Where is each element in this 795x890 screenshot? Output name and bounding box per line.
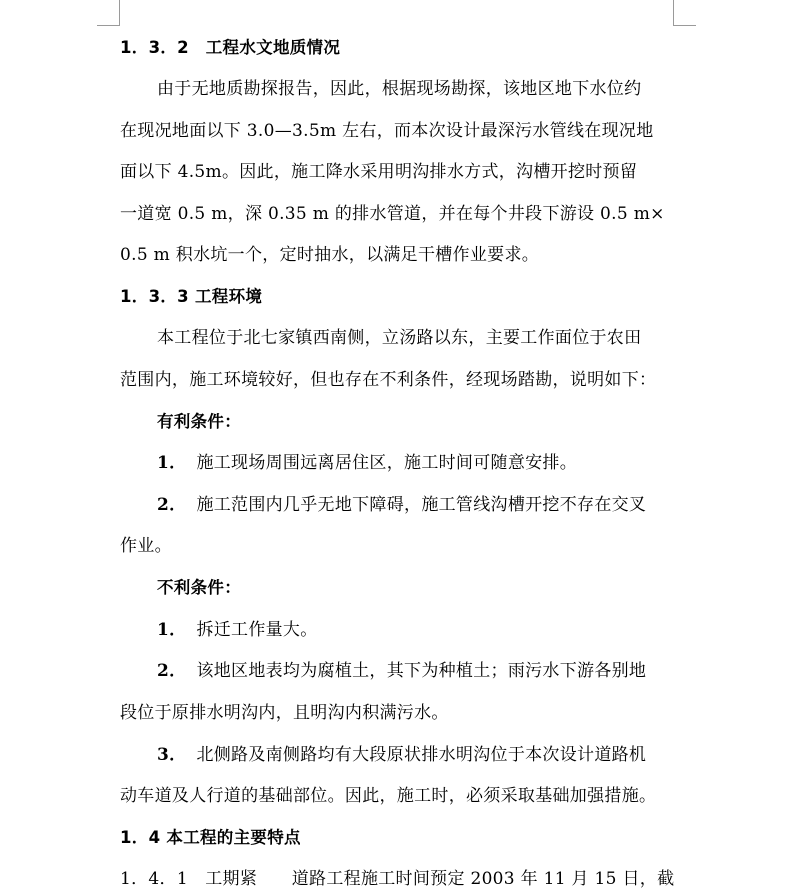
list-number: 1． [157,453,187,473]
unfavorable-conditions-title: 不利条件： [157,578,241,597]
list-item-text-continued: 动车道及人行道的基础部位。因此，施工时，必须采取基础加强措施。 [120,786,657,806]
favorable-item-1 [157,452,680,474]
list-item-text: 施工范围内几乎无地下障碍，施工管线沟槽开挖不存在交叉 [196,495,647,515]
section-heading-1-3-2: 1．3．2 工程水文地质情况 [120,38,341,57]
list-number: 2． [157,495,187,515]
list-item-text: 拆迁工作量大。 [196,620,318,640]
crop-mark-right-vertical [673,0,674,25]
list-item-text: 施工现场周围远离居住区，施工时间可随意安排。 [196,453,578,473]
list-item-text-continued: 作业。 [120,536,172,556]
list-number: 2． [157,661,187,681]
section-heading-1-3-3: 1．3．3 工程环境 [120,287,263,306]
paragraph-line: 由于无地质勘探报告，因此，根据现场勘探，该地区地下水位约 [157,79,642,99]
list-number: 3． [157,745,187,765]
paragraph-line: 范围内，施工环境较好，但也存在不利条件，经现场踏勘，说明如下： [120,370,657,390]
section-heading-1-4: 1．4 本工程的主要特点 [120,828,301,847]
paragraph-line: 0.5 m 积水坑一个，定时抽水，以满足干槽作业要求。 [120,245,540,265]
partial-line-cut-off: 1．4．1 工期紧 道路工程施工时间预定 2003 年 11 月 15 日，截 [120,869,675,889]
list-item-text-continued: 段位于原排水明沟内，且明沟内积满污水。 [120,703,449,723]
crop-mark-left-horizontal [97,25,120,26]
list-number: 1． [157,620,187,640]
paragraph-line: 面以下 4.5m。因此，施工降水采用明沟排水方式，沟槽开挖时预留 [120,162,638,182]
crop-mark-left-vertical [119,0,120,25]
list-item-text: 该地区地表均为腐植土，其下为种植土；雨污水下游各别地 [196,661,647,681]
paragraph-line: 在现况地面以下 3.0—3.5m 左右，而本次设计最深污水管线在现况地 [120,121,654,141]
favorable-conditions-title: 有利条件： [157,412,241,431]
paragraph-line: 本工程位于北七家镇西南侧，立汤路以东，主要工作面位于农田 [157,328,642,348]
unfavorable-item-1 [157,619,680,641]
list-item-text: 北侧路及南侧路均有大段原状排水明沟位于本次设计道路机 [196,745,647,765]
unfavorable-item-2 [157,660,680,682]
paragraph-line: 一道宽 0.5 m，深 0.35 m 的排水管道，并在每个井段下游设 0.5 m× [120,204,665,224]
crop-mark-right-horizontal [673,25,696,26]
favorable-item-2 [157,494,680,516]
unfavorable-item-3 [157,744,680,766]
